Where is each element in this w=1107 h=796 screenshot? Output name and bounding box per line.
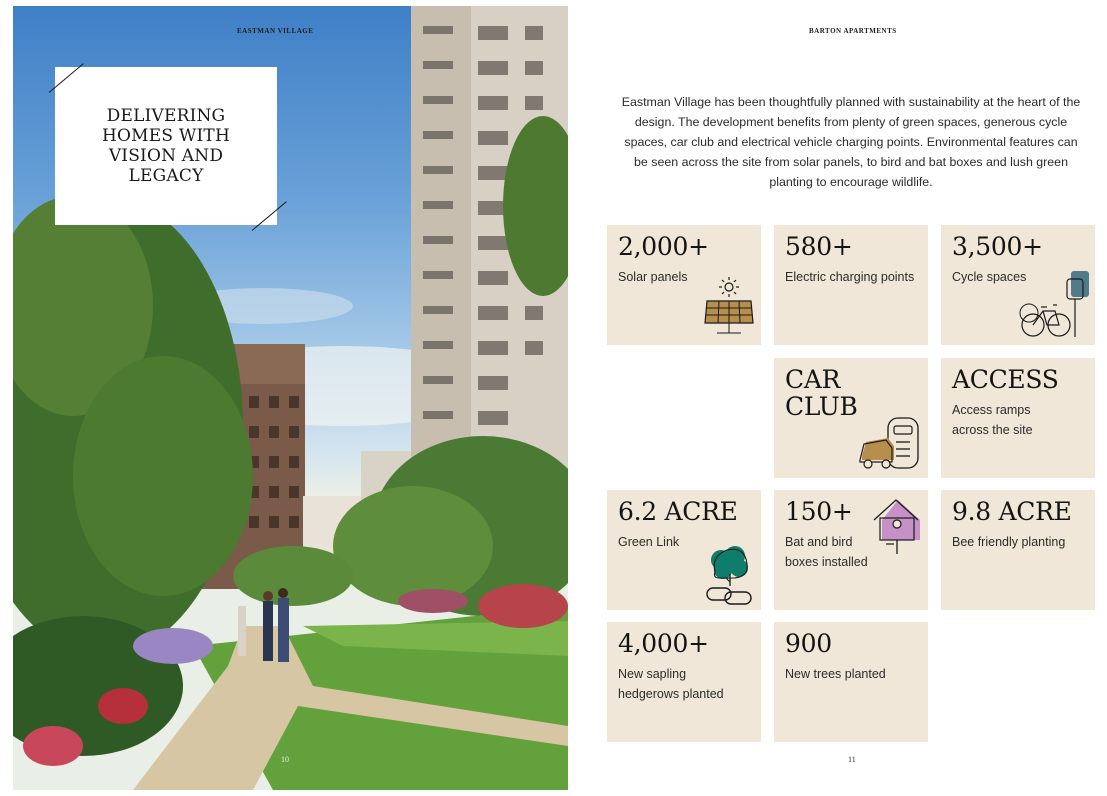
stat-tile-bee-planting <box>941 490 1095 610</box>
stat-label: Cycle spaces <box>952 270 1027 284</box>
stat-tile-car-club <box>774 358 928 478</box>
stat-tile-solar-panels <box>607 225 761 345</box>
stat-value: 3,500+ <box>952 232 1043 261</box>
running-head-left: EASTMAN VILLAGE <box>237 27 314 35</box>
page-title: DELIVERING HOMES WITH VISION AND LEGACY <box>102 106 230 186</box>
stat-tile-green-link <box>607 490 761 610</box>
page-number-left: 10 <box>281 755 289 764</box>
stat-label: New sapling hedgerows planted <box>618 667 724 701</box>
page-number-right: 11 <box>848 755 856 764</box>
stat-label: Electric charging points <box>785 270 915 284</box>
stat-tile-hedgerows <box>607 622 761 742</box>
birdhouse-icon <box>872 496 926 554</box>
stat-label: Green Link <box>618 535 680 549</box>
tree-link-icon <box>705 546 755 606</box>
stat-label: New trees planted <box>785 667 886 681</box>
bicycle-icon <box>1019 271 1089 341</box>
stat-value: CAR CLUB <box>785 365 858 421</box>
stat-value: ACCESS <box>952 365 1059 394</box>
stat-label: Access ramps across the site <box>952 403 1033 437</box>
solar-panel-icon <box>703 277 755 339</box>
car-club-icon <box>858 416 922 472</box>
stat-label: Solar panels <box>618 270 688 284</box>
stat-value: 150+ <box>785 497 853 526</box>
stat-tile-charging-points <box>774 225 928 345</box>
stat-tile-bat-bird-boxes <box>774 490 928 610</box>
title-card <box>55 67 277 225</box>
stat-tile-cycle-spaces <box>941 225 1095 345</box>
stat-tile-access <box>941 358 1095 478</box>
stat-value: 6.2 ACRE <box>618 497 738 526</box>
intro-paragraph: Eastman Village has been thoughtfully planned with sustainability at the heart of the design. The development benefits from plenty of green spaces, generous cycle spaces, car club and electrical vehicle charging points. Environmental features can be seen across the site from solar panels, to bird and bat boxes and lush green planting to encourage wildlife. <box>621 95 1081 189</box>
stat-label: Bee friendly planting <box>952 535 1066 549</box>
stat-tile-trees <box>774 622 928 742</box>
stat-value: 9.8 ACRE <box>952 497 1072 526</box>
stat-value: 900 <box>785 629 832 658</box>
stat-value: 2,000+ <box>618 232 709 261</box>
stat-label: Bat and bird boxes installed <box>785 535 868 569</box>
stat-value: 580+ <box>785 232 853 261</box>
stat-value: 4,000+ <box>618 629 709 658</box>
running-head-right: BARTON APARTMENTS <box>809 27 897 35</box>
